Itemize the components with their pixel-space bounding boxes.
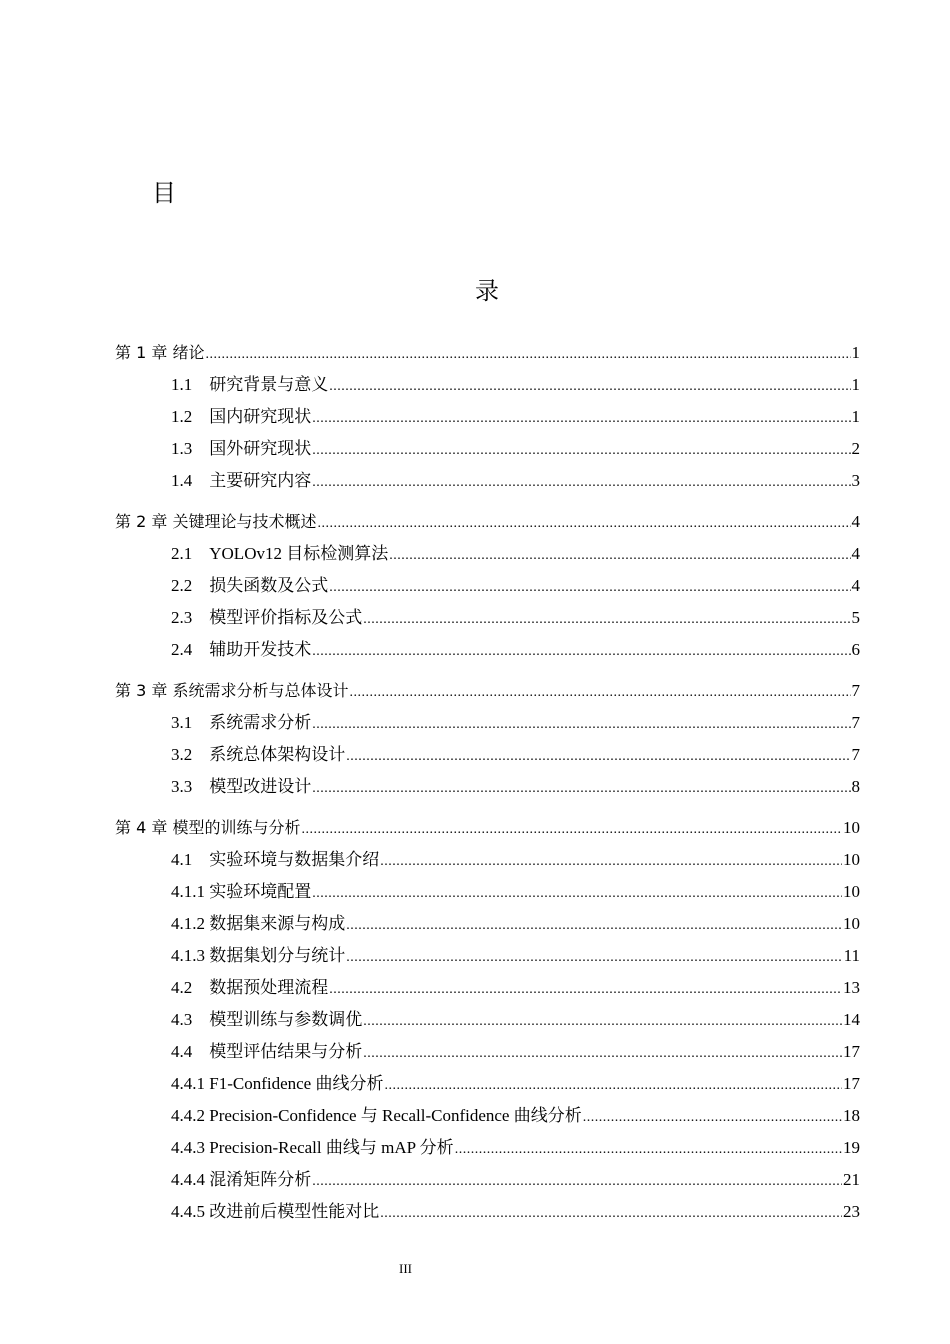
toc-chapter-entry[interactable] bbox=[115, 816, 860, 840]
toc-section-entry[interactable] bbox=[171, 880, 860, 904]
toc-dot-leader bbox=[312, 777, 850, 801]
toc-dot-leader bbox=[349, 681, 850, 705]
toc-entry-title: 4.1.2 数据集来源与构成 bbox=[171, 914, 346, 933]
toc-page-number: 7 bbox=[851, 745, 860, 764]
toc-dot-leader bbox=[329, 375, 850, 399]
toc-entry-title: 4.1.1 实验环境配置 bbox=[171, 882, 312, 901]
toc-section-entry[interactable] bbox=[171, 1168, 860, 1192]
toc-section-entry[interactable] bbox=[171, 743, 860, 767]
toc-dot-leader bbox=[363, 1010, 842, 1034]
toc-section-entry[interactable] bbox=[171, 912, 860, 936]
toc-entry-title: 4.1.3 数据集划分与统计 bbox=[171, 946, 346, 965]
toc-page-number: 17 bbox=[843, 1042, 860, 1061]
toc-section-entry[interactable] bbox=[171, 1040, 860, 1064]
toc-dot-leader bbox=[312, 713, 850, 737]
toc-section-entry[interactable] bbox=[171, 437, 860, 461]
toc-page-number: 13 bbox=[843, 978, 860, 997]
toc-chapter-entry[interactable] bbox=[115, 510, 860, 534]
toc-section-entry[interactable] bbox=[171, 1104, 860, 1128]
toc-entry-title: 4.4 模型评估结果与分析 bbox=[171, 1042, 363, 1061]
toc-dot-leader bbox=[312, 407, 850, 431]
toc-section-entry[interactable] bbox=[171, 944, 860, 968]
toc-entry-title: 第 3 章 系统需求分析与总体设计 bbox=[115, 681, 349, 700]
toc-section-entry[interactable] bbox=[171, 711, 860, 735]
toc-section-entry[interactable] bbox=[171, 775, 860, 799]
toc-dot-leader bbox=[346, 745, 850, 769]
toc-dot-leader bbox=[346, 946, 842, 970]
toc-page-number: 21 bbox=[843, 1170, 860, 1189]
toc-page-number: 5 bbox=[851, 608, 860, 627]
toc-entry-title: 3.2 系统总体架构设计 bbox=[171, 745, 346, 764]
toc-page-number: 11 bbox=[843, 946, 860, 965]
toc-dot-leader bbox=[380, 850, 842, 874]
toc-section-entry[interactable] bbox=[171, 1008, 860, 1032]
toc-page-number: 10 bbox=[843, 850, 860, 869]
toc-page-number: 7 bbox=[851, 681, 860, 700]
toc-entry-title: 1.3 国外研究现状 bbox=[171, 439, 312, 458]
toc-section-entry[interactable] bbox=[171, 1200, 860, 1224]
toc-dot-leader bbox=[329, 978, 842, 1002]
toc-dot-leader bbox=[312, 471, 850, 495]
toc-entry-title: 4.1 实验环境与数据集介绍 bbox=[171, 850, 380, 869]
toc-page-number: 14 bbox=[843, 1010, 860, 1029]
toc-entry-title: 3.1 系统需求分析 bbox=[171, 713, 312, 732]
toc-page-number: 8 bbox=[851, 777, 860, 796]
toc-page-number: 10 bbox=[843, 818, 860, 837]
toc-page-number: 7 bbox=[851, 713, 860, 732]
toc-page-number: 17 bbox=[843, 1074, 860, 1093]
toc-dot-leader bbox=[389, 544, 850, 568]
toc-dot-leader bbox=[312, 882, 842, 906]
page-number-footer: III bbox=[399, 1261, 412, 1276]
toc-section-entry[interactable] bbox=[171, 638, 860, 662]
toc-dot-leader bbox=[363, 1042, 842, 1066]
toc-entry-title: 4.3 模型训练与参数调优 bbox=[171, 1010, 363, 1029]
toc-dot-leader bbox=[312, 439, 850, 463]
toc-dot-leader bbox=[301, 818, 842, 842]
toc-chapter-entry[interactable] bbox=[115, 341, 860, 365]
toc-page-number: 2 bbox=[851, 439, 860, 458]
toc-page-number: 4 bbox=[851, 512, 860, 531]
toc-page-number: 6 bbox=[851, 640, 860, 659]
toc-entry-title: 4.4.2 Precision-Confidence 与 Recall-Confidence 曲线分析 bbox=[171, 1106, 582, 1125]
toc-entry-title: 4.4.3 Precision-Recall 曲线与 mAP 分析 bbox=[171, 1138, 454, 1157]
toc-page-number: 10 bbox=[843, 882, 860, 901]
toc-page-number: 4 bbox=[851, 544, 860, 563]
toc-dot-leader bbox=[205, 343, 850, 367]
toc-entry-title: 1.2 国内研究现状 bbox=[171, 407, 312, 426]
toc-page-number: 4 bbox=[851, 576, 860, 595]
toc-page-number: 1 bbox=[851, 375, 860, 394]
toc-dot-leader bbox=[317, 512, 850, 536]
toc-section-entry[interactable] bbox=[171, 574, 860, 598]
toc-dot-leader bbox=[363, 608, 850, 632]
toc-section-entry[interactable] bbox=[171, 976, 860, 1000]
toc-entry-title: 4.4.5 改进前后模型性能对比 bbox=[171, 1202, 380, 1221]
toc-entry-title: 4.2 数据预处理流程 bbox=[171, 978, 329, 997]
toc-dot-leader bbox=[312, 640, 850, 664]
toc-page-number: 1 bbox=[851, 407, 860, 426]
toc-page-number: 23 bbox=[843, 1202, 860, 1221]
toc-entry-title: 2.3 模型评价指标及公式 bbox=[171, 608, 363, 627]
toc-entry-title: 2.1 YOLOv12 目标检测算法 bbox=[171, 544, 389, 563]
toc-entry-title: 1.1 研究背景与意义 bbox=[171, 375, 329, 394]
toc-dot-leader bbox=[384, 1074, 842, 1098]
toc-section-entry[interactable] bbox=[171, 405, 860, 429]
toc-section-entry[interactable] bbox=[171, 1136, 860, 1160]
toc-entry-title: 2.2 损失函数及公式 bbox=[171, 576, 329, 595]
toc-entry-title: 4.4.1 F1-Confidence 曲线分析 bbox=[171, 1074, 384, 1093]
toc-section-entry[interactable] bbox=[171, 469, 860, 493]
toc-title-char-2: 录 bbox=[475, 277, 499, 305]
toc-section-entry[interactable] bbox=[171, 1072, 860, 1096]
toc-dot-leader bbox=[312, 1170, 842, 1194]
toc-page-number: 19 bbox=[843, 1138, 860, 1157]
toc-chapter-entry[interactable] bbox=[115, 679, 860, 703]
toc-section-entry[interactable] bbox=[171, 606, 860, 630]
toc-entry-title: 3.3 模型改进设计 bbox=[171, 777, 312, 796]
toc-page-number: 10 bbox=[843, 914, 860, 933]
toc-entry-title: 1.4 主要研究内容 bbox=[171, 471, 312, 490]
toc-page-number: 18 bbox=[843, 1106, 860, 1125]
toc-entry-title: 第 1 章 绪论 bbox=[115, 343, 205, 362]
toc-title-char-1: 目 bbox=[152, 179, 176, 207]
toc-dot-leader bbox=[583, 1106, 842, 1130]
toc-section-entry[interactable] bbox=[171, 373, 860, 397]
toc-entry-title: 2.4 辅助开发技术 bbox=[171, 640, 312, 659]
toc-section-entry[interactable] bbox=[171, 848, 860, 872]
toc-page-number: 3 bbox=[851, 471, 860, 490]
toc-entry-title: 第 2 章 关键理论与技术概述 bbox=[115, 512, 317, 531]
toc-dot-leader bbox=[329, 576, 850, 600]
toc-entry-title: 4.4.4 混淆矩阵分析 bbox=[171, 1170, 312, 1189]
toc-dot-leader bbox=[380, 1202, 842, 1226]
toc-dot-leader bbox=[346, 914, 842, 938]
toc-section-entry[interactable] bbox=[171, 542, 860, 566]
toc-page-number: 1 bbox=[851, 343, 860, 362]
toc-entry-title: 第 4 章 模型的训练与分析 bbox=[115, 818, 301, 837]
toc-dot-leader bbox=[455, 1138, 842, 1162]
